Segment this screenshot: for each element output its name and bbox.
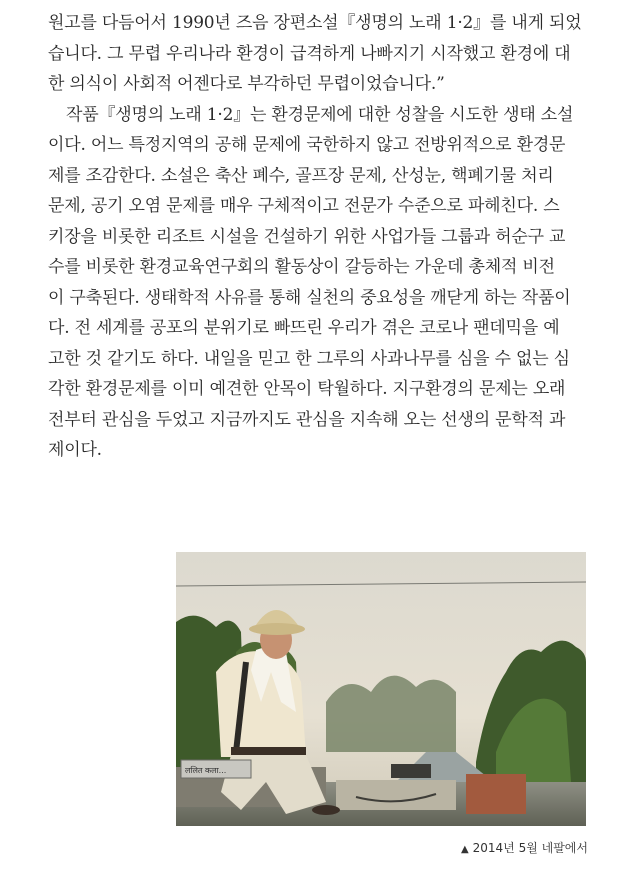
- sign-text: ललित कला...: [185, 766, 227, 775]
- text-line: 제이다.: [48, 440, 102, 460]
- photo-caption: [461, 839, 588, 856]
- text-line: 작품『생명의 노래 1·2』는 환경문제에 대한 성찰을 시도한 생태 소설: [66, 104, 574, 125]
- text-line: 한 의식이 사회적 어젠다로 부각하던 무렵이었습니다.”: [48, 74, 445, 94]
- photo-nepal: [176, 552, 586, 826]
- text-line: 제를 조감한다. 소설은 축산 폐수, 골프장 문제, 산성눈, 핵폐기물 처리: [48, 165, 554, 186]
- caption-text: 2014년 5월 네팔에서: [472, 841, 588, 855]
- text-line: 이다. 어느 특정지역의 공해 문제에 국한하지 않고 전방위적으로 환경문: [48, 135, 566, 155]
- text-line: 습니다. 그 무렵 우리나라 환경이 급격하게 나빠지기 시작했고 환경에 대: [48, 43, 571, 64]
- text-line: 원고를 다듬어서 1990년 즈음 장편소설『생명의 노래 1·2』를 내게 되었: [48, 13, 582, 33]
- text-line: 다. 전 세계를 공포의 분위기로 빠뜨린 우리가 겪은 코로나 팬데믹을 예: [48, 318, 560, 338]
- text-line: 문제, 공기 오염 문제를 매우 구체적이고 전문가 수준으로 파헤친다. 스: [48, 196, 560, 216]
- text-line: 수를 비롯한 환경교육연구회의 활동상이 갈등하는 가운데 총체적 비전: [48, 257, 555, 277]
- text-line: 전부터 관심을 두었고 지금까지도 관심을 지속해 오는 선생의 문학적 과: [48, 409, 566, 430]
- text-line: 각한 환경문제를 이미 예견한 안목이 탁월하다. 지구환경의 문제는 오래: [48, 379, 566, 399]
- text-line: 이 구축된다. 생태학적 사유를 통해 실천의 중요성을 깨닫게 하는 작품이: [48, 287, 571, 308]
- triangle-marker-icon: ▲: [460, 844, 469, 855]
- article-body: [48, 8, 588, 466]
- text-line: 고한 것 같기도 하다. 내일을 믿고 한 그루의 사과나무를 심을 수 없는 심: [48, 348, 570, 369]
- text-line: 키장을 비롯한 리조트 시설을 건설하기 위한 사업가들 그룹과 허순구 교: [48, 226, 566, 247]
